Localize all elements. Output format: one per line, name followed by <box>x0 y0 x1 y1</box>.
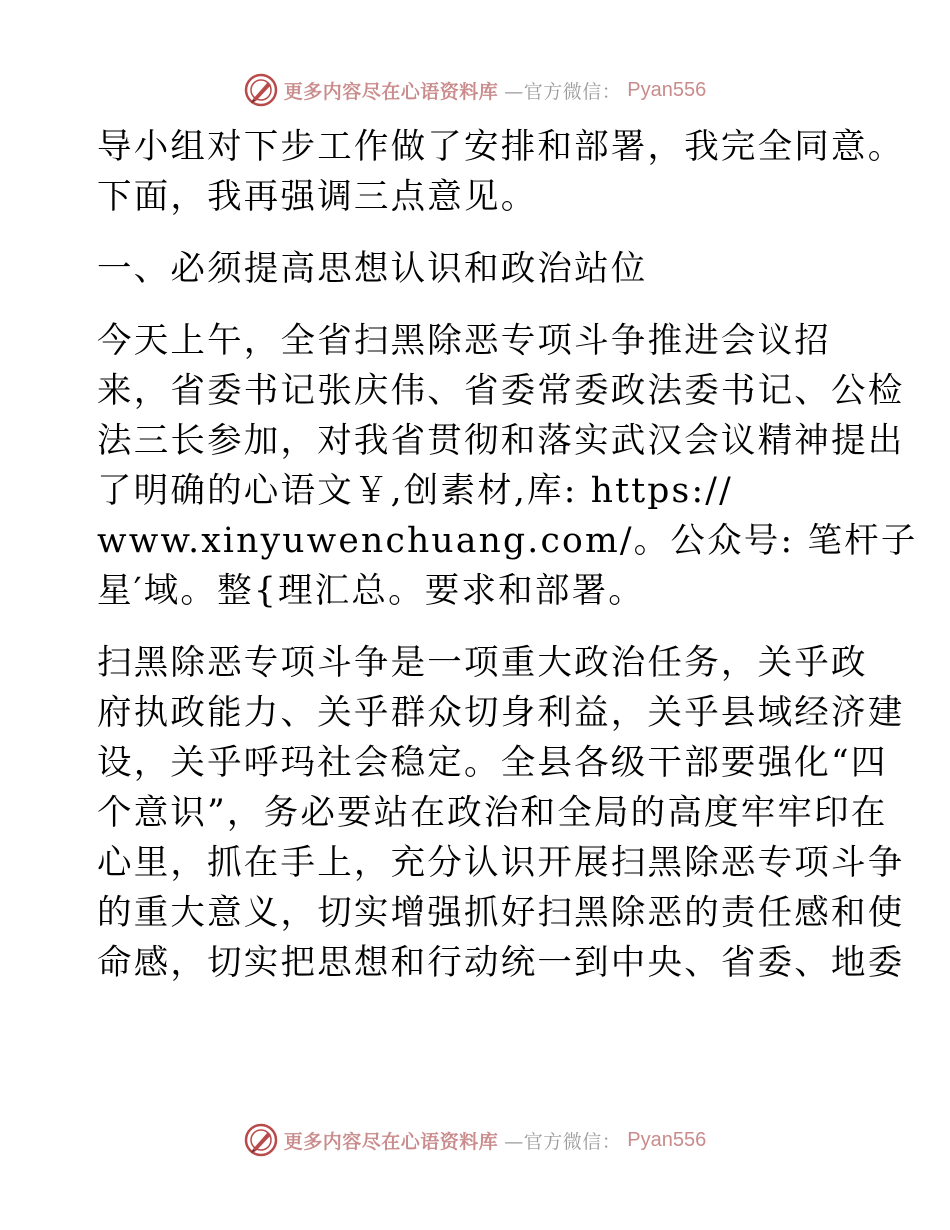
footer-banner-content <box>244 1123 707 1157</box>
text-line: 扫黑除恶专项斗争是一项重大政治任务，关乎政 <box>97 643 868 683</box>
text-line: 星′域。整{理汇总。要求和部署。 <box>97 571 645 611</box>
text-line: 下面，我再强调三点意见。 <box>97 177 538 217</box>
banner-wechat-label: —官方微信： <box>504 80 622 103</box>
paragraph-meeting <box>97 316 918 616</box>
text-line: 法三长参加，对我省贯彻和落实武汉会议精神提出 <box>97 421 905 461</box>
pen-logo-icon <box>244 1123 278 1157</box>
banner-wechat-id: Pyan556 <box>627 1128 707 1151</box>
text-line: 的重大意义，切实增强抓好扫黑除恶的责任感和使 <box>97 893 905 933</box>
document-body <box>97 122 918 1010</box>
paragraph-intro <box>97 122 905 222</box>
footer-banner <box>0 1120 950 1160</box>
pen-logo-icon <box>244 73 278 107</box>
text-line: 个意识”，务必要站在政治和全局的高度牢牢印在 <box>97 793 888 833</box>
banner-wechat-label: —官方微信： <box>504 1130 622 1153</box>
text-line: 了明确的心语文￥,创素材,库: https:// <box>97 471 733 511</box>
header-banner-content <box>244 73 707 107</box>
section-heading <box>97 244 857 294</box>
banner-title: 更多内容尽在心语资料库 <box>283 80 499 103</box>
banner-title: 更多内容尽在心语资料库 <box>283 1130 499 1153</box>
banner-wechat-id: Pyan556 <box>627 78 707 101</box>
text-line: 导小组对下步工作做了安排和部署，我完全同意。 <box>97 127 905 167</box>
paragraph-task <box>97 638 905 988</box>
text-line: 命感，切实把思想和行动统一到中央、省委、地委 <box>97 943 905 983</box>
text-line: 今天上午，全省扫黑除恶专项斗争推进会议招 <box>97 321 831 361</box>
text-line: 来，省委书记张庆伟、省委常委政法委书记、公检 <box>97 371 905 411</box>
header-banner <box>0 70 950 110</box>
heading-line: 一、必须提高思想认识和政治站位 <box>97 249 648 289</box>
text-line: 府执政能力、关乎群众切身利益，关乎县域经济建 <box>97 693 905 733</box>
text-line: www.xinyuwenchuang.com/。公众号: 笔杆子 <box>97 521 918 561</box>
text-line: 心里，抓在手上，充分认识开展扫黑除恶专项斗争 <box>97 843 905 883</box>
text-line: 设，关乎呼玛社会稳定。全县各级干部要强化“四 <box>97 743 888 783</box>
